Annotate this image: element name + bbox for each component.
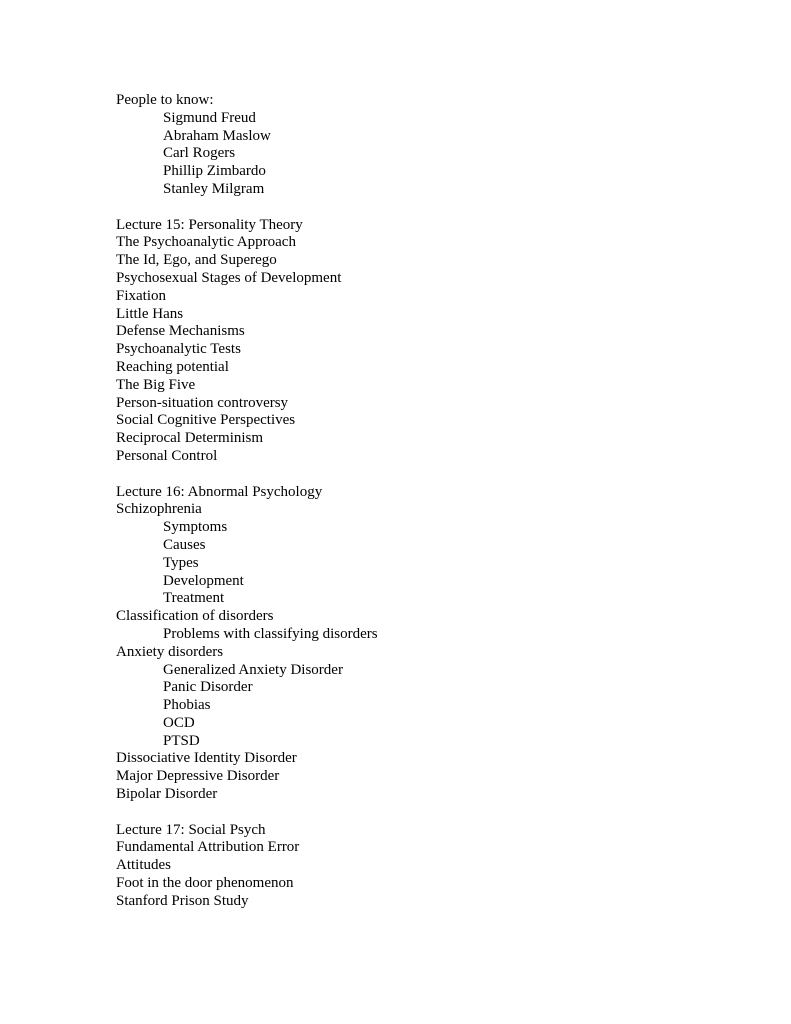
subtopic-item: PTSD [163, 732, 200, 749]
subtopic-item: Development [163, 572, 244, 589]
topic-item: Psychosexual Stages of Development [116, 269, 342, 286]
topic-item: Bipolar Disorder [116, 786, 218, 803]
topic-item: Anxiety disorders [116, 643, 224, 660]
person-item: Sigmund Freud [163, 109, 256, 126]
lecture-17-heading: Lecture 17: Social Psych [116, 821, 266, 838]
lecture-16-heading: Lecture 16: Abnormal Psychology [116, 483, 323, 500]
topic-item: Fundamental Attribution Error [116, 839, 300, 856]
section-spacer [116, 199, 756, 217]
person-item: Abraham Maslow [163, 127, 271, 144]
topic-item: Dissociative Identity Disorder [116, 750, 297, 767]
topic-item: The Big Five [116, 376, 196, 393]
topic-item: The Psychoanalytic Approach [116, 234, 296, 251]
subtopic-item: Treatment [163, 590, 225, 607]
topic-item: Psychoanalytic Tests [116, 341, 241, 358]
section-spacer [116, 804, 756, 822]
topic-item: Social Cognitive Perspectives [116, 412, 296, 429]
topic-item: Personal Control [116, 447, 218, 464]
subtopic-item: Phobias [163, 697, 211, 714]
study-guide [116, 92, 756, 911]
topic-item: Classification of disorders [116, 608, 274, 625]
topic-item: Attitudes [116, 857, 171, 874]
topic-item: Foot in the door phenomenon [116, 875, 294, 892]
topic-item: Stanford Prison Study [116, 892, 249, 909]
subtopic-item: Panic Disorder [163, 679, 253, 696]
person-item: Carl Rogers [163, 145, 236, 162]
subtopic-item: OCD [163, 714, 195, 731]
subtopic-item: Types [163, 554, 199, 571]
lecture-15-heading: Lecture 15: Personality Theory [116, 216, 303, 233]
section-spacer [116, 466, 756, 484]
topic-item: Person-situation controversy [116, 394, 289, 411]
topic-item: Schizophrenia [116, 501, 202, 518]
topic-item: The Id, Ego, and Superego [116, 252, 277, 269]
topic-item: Fixation [116, 287, 167, 304]
topic-item: Reciprocal Determinism [116, 430, 264, 447]
topic-item: Little Hans [116, 305, 184, 322]
topic-item: Major Depressive Disorder [116, 768, 280, 785]
people-heading: People to know: [116, 92, 214, 108]
subtopic-item: Generalized Anxiety Disorder [163, 661, 343, 678]
subtopic-item: Symptoms [163, 519, 228, 536]
topic-item: Defense Mechanisms [116, 323, 245, 340]
subtopic-item: Causes [163, 536, 206, 553]
person-item: Phillip Zimbardo [163, 163, 266, 180]
subtopic-item: Problems with classifying disorders [163, 625, 378, 642]
topic-item: Reaching potential [116, 358, 229, 375]
person-item: Stanley Milgram [163, 180, 265, 197]
